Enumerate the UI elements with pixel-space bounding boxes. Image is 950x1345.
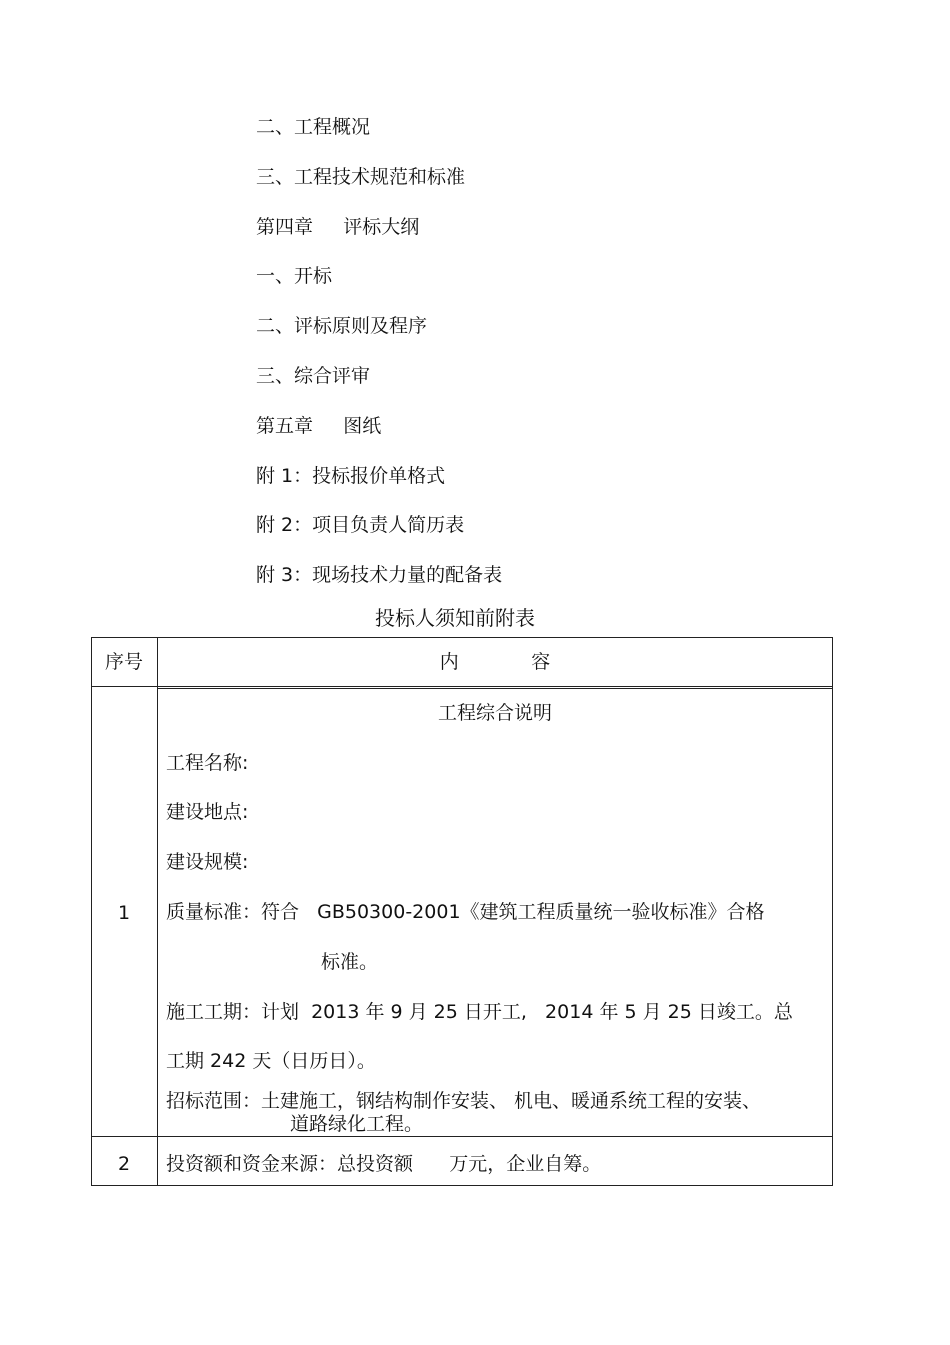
quality-standard-line: 质量标准：符合 GB50300-2001《建筑工程质量统一验收标准》合格: [166, 901, 765, 923]
row-divider: [91, 1136, 833, 1137]
toc-appendix-line: 附 3：现场技术力量的配备表: [256, 564, 503, 586]
table-title: 投标人须知前附表: [375, 606, 535, 630]
toc-chapter-heading: 第四章 评标大纲: [256, 216, 420, 238]
investment-line: 投资额和资金来源：总投资额 万元，企业自筹。: [166, 1153, 602, 1175]
toc-chapter-heading: 第五章 图纸: [256, 415, 382, 437]
row-number: 2: [117, 1153, 131, 1175]
row-heading: 工程综合说明: [437, 702, 552, 724]
header-divider-double: [157, 688, 833, 689]
header-no-cell: 序号: [104, 651, 143, 673]
quality-standard-continuation: 标准。: [321, 951, 379, 973]
toc-appendix-line: 附 1：投标报价单格式: [256, 465, 446, 487]
toc-line: 一、开标: [256, 265, 333, 287]
toc-line: 二、评标原则及程序: [256, 315, 428, 337]
toc-line: 三、综合评审: [256, 365, 371, 387]
toc-line: 二、工程概况: [256, 116, 371, 138]
toc-appendix-line: 附 2：项目负责人简历表: [256, 514, 465, 536]
project-name-line: 工程名称:: [166, 752, 249, 774]
construction-period-continuation: 工期 242 天（日历日）。: [166, 1050, 376, 1072]
site-location-line: 建设地点:: [166, 801, 249, 823]
row-number: 1: [117, 902, 131, 924]
toc-line: 三、工程技术规范和标准: [256, 166, 466, 188]
tender-scope-continuation: 道路绿化工程。: [290, 1113, 424, 1135]
construction-period-line: 施工工期：计划 2013 年 9 月 25 日开工, 2014 年 5 月 25 日竣工。总: [166, 1001, 793, 1023]
header-content-cell: 内 容: [439, 651, 551, 673]
scale-line: 建设规模:: [166, 851, 249, 873]
tender-scope-line: 招标范围：土建施工，钢结构制作安装、 机电、暖通系统工程的安装、: [166, 1090, 762, 1112]
header-divider: [91, 686, 833, 687]
